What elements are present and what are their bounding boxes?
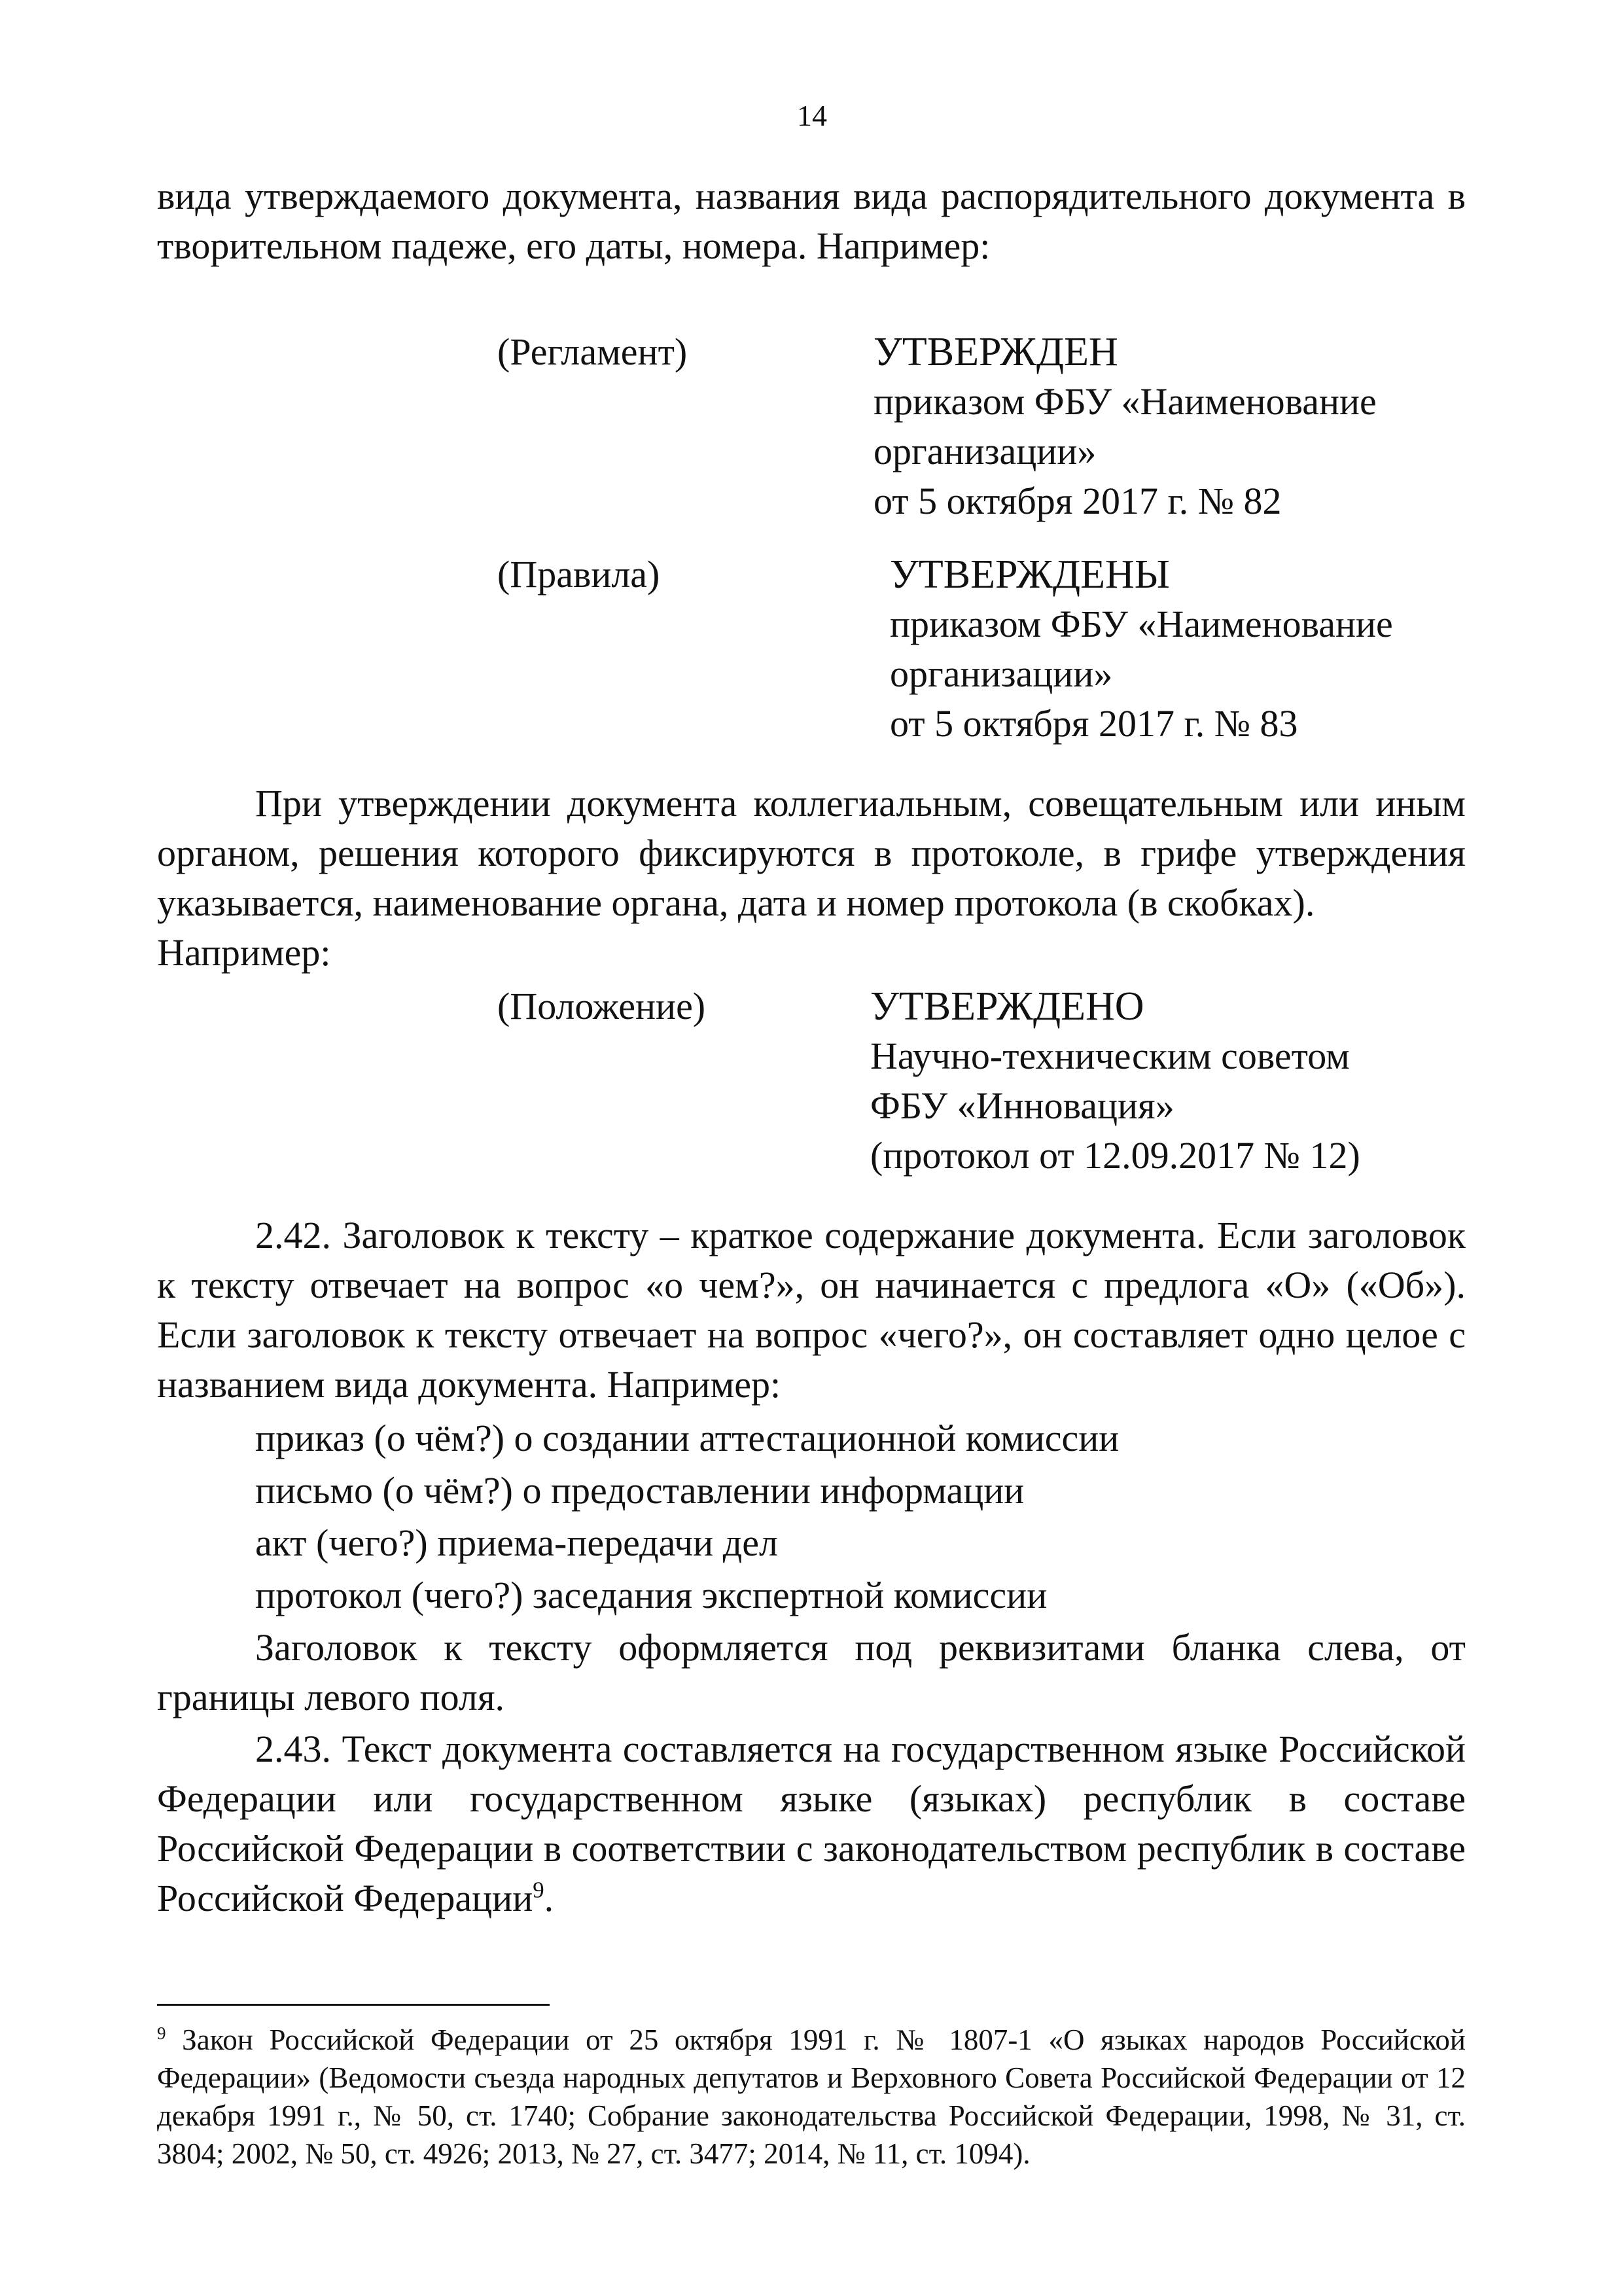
- footnote-text: Закон Российской Федерации от 25 октября 1991 г. № 1807-1 «О языках народов Российской Федерации» (Ведомости съезда народных депутатов и Верховного Совета Российской Федерации от 12 декабря 1991 г., № 50, ст. 1740; Собрание законодательства Российской Федерации, 1998, № 31, ст. 3804; 2002, № 50, ст. 4926; 2013, № 27, ст. 3477; 2014, № 11, ст. 1094).: [157, 2023, 1466, 2170]
- approval-stamp: [870, 982, 1360, 1181]
- heading-example: приказ (о чём?) о создании аттестационной комиссии: [255, 1417, 1120, 1459]
- approval-line: Научно-техническим советом: [870, 1035, 1350, 1077]
- approval-title: УТВЕРЖДЕН: [874, 330, 1118, 374]
- approval-line: приказом ФБУ «Наименование: [890, 603, 1393, 645]
- heading-example: протокол (чего?) заседания экспертной комиссии: [255, 1574, 1048, 1616]
- heading-placement-paragraph: Заголовок к тексту оформляется под реквизитами бланка слева, от границы левого поля.: [157, 1626, 1466, 1718]
- approval-doc-type: (Регламент): [497, 330, 688, 373]
- footnote-divider: [157, 2004, 550, 2006]
- collegial-paragraph: При утверждении документа коллегиальным, совещательным или иным органом, решения которого фиксируются в протоколе, в грифе утверждения указывается, наименование органа, дата и номер протокола (в скобках).: [157, 782, 1466, 924]
- intro-paragraph: вида утверждаемого документа, названия вида распорядительного документа в творительном падеже, его даты, номера. Например:: [157, 175, 1466, 267]
- page-number: 14: [797, 99, 827, 132]
- heading-example: акт (чего?) приема-передачи дел: [255, 1521, 778, 1564]
- approval-stamp: [874, 327, 1377, 526]
- example-label: Например:: [157, 931, 331, 974]
- heading-example: письмо (о чём?) о предоставлении информации: [255, 1469, 1025, 1512]
- footnote-reference: 9: [533, 1877, 544, 1903]
- approval-line: организации»: [874, 430, 1097, 472]
- section-2-42-paragraph: 2.42. Заголовок к тексту – краткое содержание документа. Если заголовок к тексту отвечает на вопрос «о чем?», он начинается с предлога «О» («Об»). Если заголовок к тексту отвечает на вопрос «чего?», он составляет одно целое с названием вида документа. Например:: [157, 1214, 1466, 1406]
- section-2-43-paragraph: 2.43. Текст документа составляется на государственном языке Российской Федерации или государственном языке (языках) республик в составе Российской Федерации в соответствии с законодательством республик в составе Российской Федерации$^9$.: [157, 1728, 1466, 1919]
- footnote-mark: 9: [157, 2023, 166, 2043]
- approval-line: от 5 октября 2017 г. № 83: [890, 702, 1298, 745]
- approval-line: ФБУ «Инновация»: [870, 1084, 1174, 1127]
- footnote: [157, 2021, 1466, 2173]
- approval-line: от 5 октября 2017 г. № 82: [874, 480, 1282, 522]
- approval-title: УТВЕРЖДЕНО: [870, 984, 1144, 1029]
- approval-doc-type: (Положение): [497, 985, 706, 1027]
- approval-line: приказом ФБУ «Наименование: [874, 380, 1377, 423]
- approval-stamp: [890, 550, 1393, 749]
- approval-doc-type: (Правила): [497, 553, 660, 596]
- approval-line: (протокол от 12.09.2017 № 12): [870, 1134, 1360, 1177]
- approval-line: организации»: [890, 652, 1113, 695]
- section-2-43-text: 2.43. Текст документа составляется на государственном языке Российской Федерации или государственном языке (языках) республик в составе Российской Федерации в соответствии с законодательством республик в составе Российской Федерации: [157, 1728, 1466, 1919]
- approval-title: УТВЕРЖДЕНЫ: [890, 552, 1170, 597]
